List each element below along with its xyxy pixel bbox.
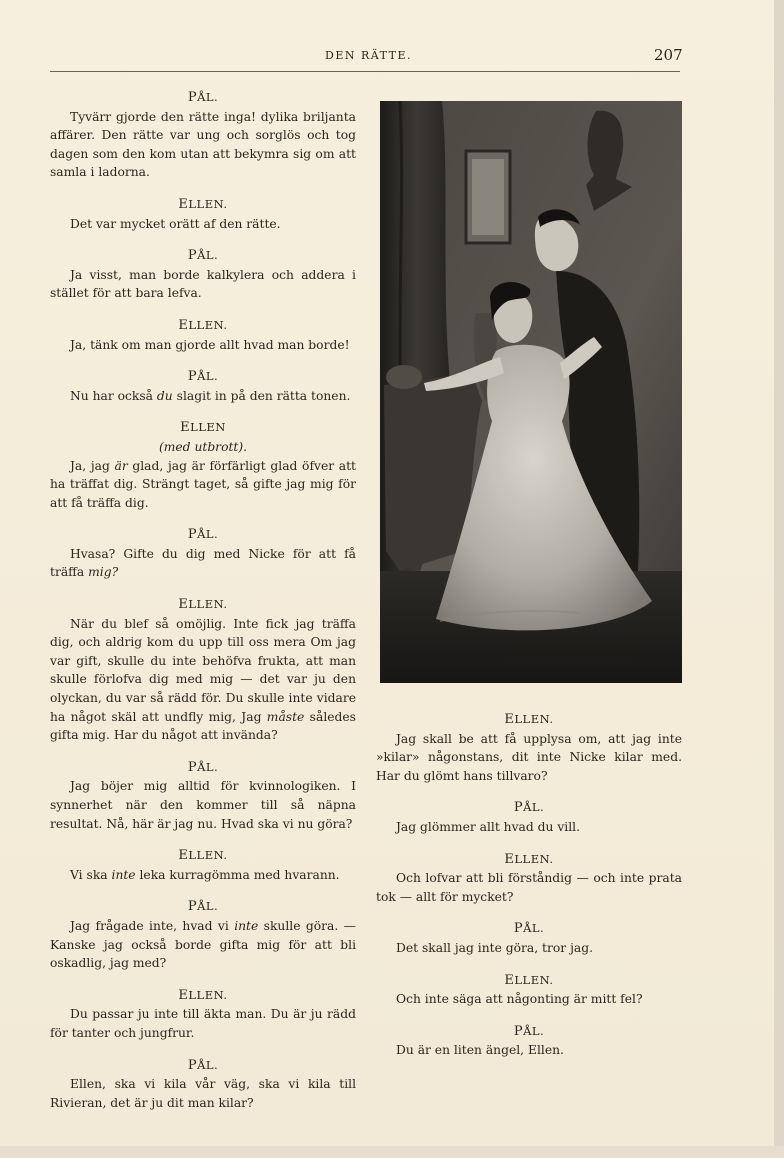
- text-run: Och inte säga att någonting är mitt fel?: [396, 992, 643, 1007]
- speaker-name: PÅL.: [513, 921, 545, 937]
- dialogue-line: [376, 730, 682, 786]
- speaker-name: PÅL.: [187, 899, 219, 915]
- stage-direction: (med utbrott).: [158, 439, 248, 454]
- speaker-name: PÅL.: [187, 369, 219, 385]
- running-header: [0, 46, 784, 68]
- text-run: Jag glömmer allt hvad du vill.: [396, 819, 581, 834]
- speaker-name: ELLEN.: [178, 597, 228, 613]
- speaker-name: PÅL.: [187, 759, 219, 775]
- speaker-name: ELLEN.: [178, 317, 228, 333]
- text-run: Ellen, ska vi kila vår väg, ska vi kila till Rivieran, det är ju dit man kilar?: [50, 1077, 356, 1110]
- text-run: Ja, tänk om man gjorde allt hvad man borde!: [70, 337, 350, 352]
- speaker-name: PÅL.: [187, 248, 219, 264]
- text-run: Ja, jag: [70, 458, 115, 473]
- speaker-name: ELLEN.: [504, 972, 554, 988]
- dialogue-line: [50, 215, 356, 234]
- emphasized-text: måste: [266, 709, 305, 724]
- flower-vase: [386, 365, 422, 389]
- speaker-name: PÅL.: [187, 527, 219, 543]
- header-rule: [50, 71, 680, 72]
- text-run: Tyvärr gjorde den rätte inga! dylika briljanta affärer. Den rätte var ung och sorglös och tog dagen som den kom utan att bekymra sig om att samla i ladorna.: [50, 109, 356, 180]
- picture-canvas: [472, 159, 504, 235]
- illustration-couple-scene: [380, 101, 682, 683]
- text-run: glad, jag är förfärligt glad öfver att ha träffat dig. Strängt taget, så gifte jag mig för att få träffa dig.: [50, 458, 356, 510]
- dialogue-line: [50, 1075, 356, 1112]
- dialogue-line: [50, 387, 356, 406]
- text-run: Det var mycket orätt af den rätte.: [70, 216, 281, 231]
- text-run: slagit in på den rätta tonen.: [172, 388, 351, 403]
- emphasized-text: inte: [111, 867, 136, 882]
- dialogue-line: [50, 1005, 356, 1042]
- dialogue-line: [376, 990, 682, 1009]
- speaker-name: ELLEN.: [178, 848, 228, 864]
- dialogue-line: [50, 917, 356, 973]
- emphasized-text: mig?: [88, 565, 119, 580]
- speaker-name: ELLEN.: [504, 712, 554, 727]
- dialogue-line: [50, 457, 356, 513]
- text-run: Ja visst, man borde kalkylera och addera i stället för att bara lefva.: [50, 267, 356, 301]
- text-run: Jag skall be att få upplysa om, att jag inte »kilar» någonstans, dit inte Nicke kilar med. Har du glömt hans tillvaro?: [376, 731, 682, 783]
- text-run: således gifta mig. Har du något att invända?: [50, 709, 356, 743]
- left-column: [50, 88, 356, 1125]
- speaker-name: ELLEN.: [178, 987, 228, 1003]
- speaker-name: PÅL.: [513, 800, 545, 816]
- text-run: Hvasa? Gifte du dig med Nicke för att få träffa: [50, 546, 356, 580]
- dialogue-line: [50, 777, 356, 833]
- text-run: Det skall jag inte göra, tror jag.: [396, 940, 593, 955]
- dialogue-line: [376, 818, 682, 837]
- text-run: skulle göra. — Kanske jag också borde gifta mig för att bli oskadlig, jag med?: [50, 918, 356, 971]
- emphasized-text: inte: [234, 918, 259, 933]
- text-run: Vi ska: [70, 867, 112, 882]
- text-run: När du blef så omöjlig. Inte fick jag träffa dig, och aldrig kom du upp till oss mera Om jag var gift, skulle du inte behöfva frukta, att man skulle förlofva dig med mig — det var ju den olyckan, du var så rädd för. Du skulle inte vidare ha något skäl att undfly mig, Jag: [50, 616, 356, 724]
- speaker-name: ELLEN.: [178, 196, 228, 212]
- page-edge: [774, 0, 784, 1158]
- text-run: Du är en liten ängel, Ellen.: [396, 1043, 564, 1058]
- right-column: [376, 710, 682, 1073]
- dialogue-line: [376, 939, 682, 958]
- speaker-name: PÅL.: [187, 1057, 219, 1073]
- dialogue-line: [50, 615, 356, 745]
- page-number: 207: [654, 46, 683, 64]
- dialogue-line: [50, 108, 356, 182]
- dialogue-line: [50, 266, 356, 303]
- page-bottom-edge: [0, 1146, 784, 1158]
- emphasized-text: du: [156, 388, 173, 403]
- running-title: DEN RÄTTE.: [325, 49, 412, 62]
- speaker-name: ELLEN: [180, 420, 226, 436]
- dialogue-line: [376, 869, 682, 906]
- text-run: Du passar ju inte till äkta man. Du är ju rädd för tanter och jungfrur.: [50, 1007, 356, 1040]
- dialogue-line: [50, 545, 356, 582]
- text-run: Och lofvar att bli förståndig — och inte prata tok — allt för mycket?: [376, 871, 682, 904]
- dialogue-line: [50, 866, 356, 885]
- emphasized-text: är: [114, 458, 128, 473]
- speaker-name: PÅL.: [187, 90, 219, 105]
- dialogue-line: [376, 1041, 682, 1060]
- dialogue-line: [50, 336, 356, 355]
- text-run: Jag frågade inte, hvad vi: [70, 918, 235, 933]
- text-run: Jag böjer mig alltid för kvinnologiken. I synnerhet när den kommer till så näpna resultat. Nå, här är jag nu. Hvad ska vi nu göra?: [50, 779, 356, 831]
- text-run: Nu har också: [70, 388, 157, 403]
- speaker-name: ELLEN.: [504, 851, 554, 867]
- text-run: leka kurragömma med hvarann.: [135, 867, 340, 882]
- speaker-name: PÅL.: [513, 1023, 545, 1039]
